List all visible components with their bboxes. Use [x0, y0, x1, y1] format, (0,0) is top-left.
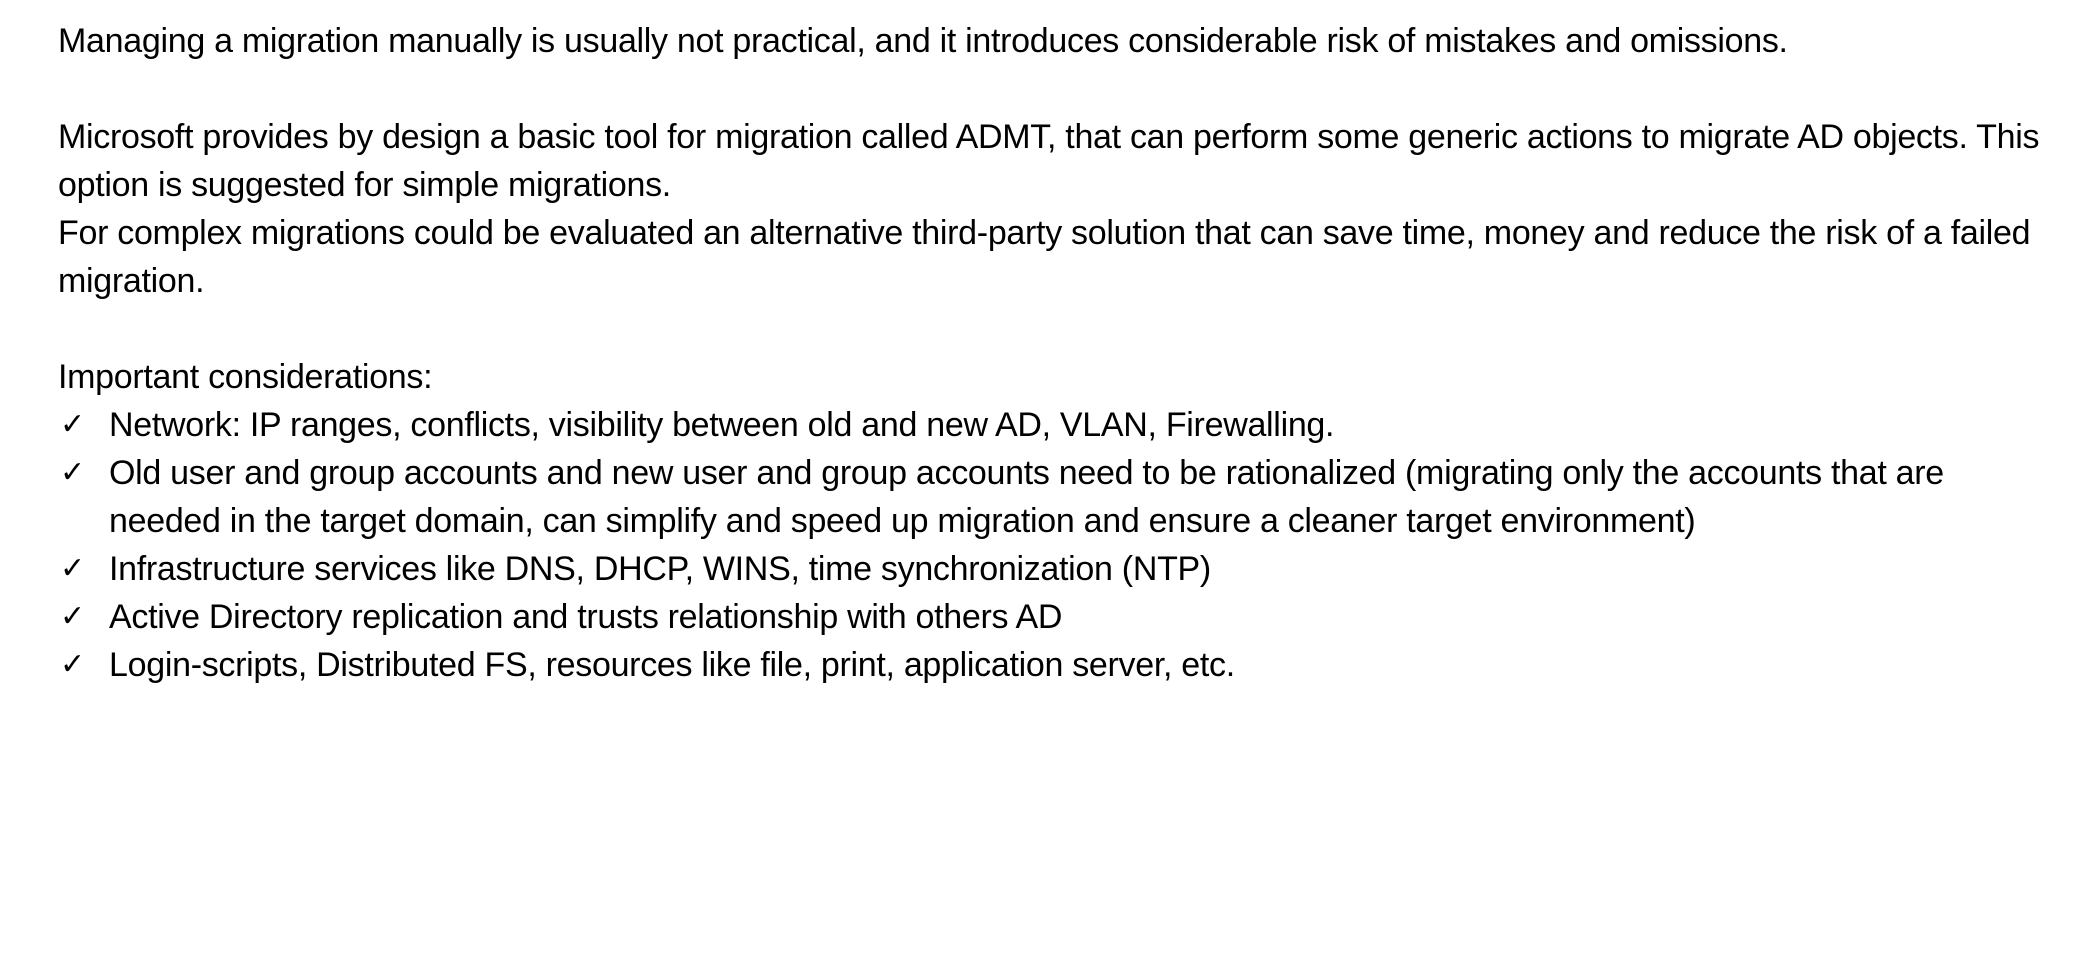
checklist-item-text: Active Directory replication and trusts relationship with others AD [109, 598, 1063, 636]
checklist-item-text: Infrastructure services like DNS, DHCP, WINS, time synchronization (NTP) [109, 550, 1211, 588]
check-mark-icon: ✓ [60, 455, 85, 490]
admt-paragraph: Microsoft provides by design a basic tool for migration called ADMT, that can perform some generic actions to migrate AD objects. This option is suggested for simple migrations. [58, 118, 2040, 204]
paragraph-spacer [58, 65, 2048, 113]
checklist-item [58, 449, 2048, 545]
check-mark-icon: ✓ [60, 647, 85, 682]
paragraph-spacer [58, 305, 2048, 353]
third-party-paragraph: For complex migrations could be evaluated an alternative third-party solution that can save time, money and reduce the risk of a failed migration. [58, 214, 2031, 300]
checklist-item [58, 641, 2048, 689]
considerations-heading: Important considerations: [58, 358, 433, 396]
checklist-item-text: Network: IP ranges, conflicts, visibility between old and new AD, VLAN, Firewalling. [109, 406, 1335, 444]
checklist-item [58, 401, 2048, 449]
checklist-item [58, 545, 2048, 593]
document-body [58, 17, 2048, 689]
checklist-item-text: Login-scripts, Distributed FS, resources like file, print, application server, etc. [109, 646, 1235, 684]
check-mark-icon: ✓ [60, 407, 85, 442]
check-mark-icon: ✓ [60, 551, 85, 586]
intro-paragraph: Managing a migration manually is usually not practical, and it introduces considerable risk of mistakes and omissions. [58, 22, 1788, 60]
checklist-item [58, 593, 2048, 641]
check-mark-icon: ✓ [60, 599, 85, 634]
considerations-checklist [58, 401, 2048, 689]
checklist-item-text: Old user and group accounts and new user and group accounts need to be rationalized (migrating only the accounts that are needed in the target domain, can simplify and speed up migration and ensure a cleaner target environment) [109, 454, 1944, 540]
